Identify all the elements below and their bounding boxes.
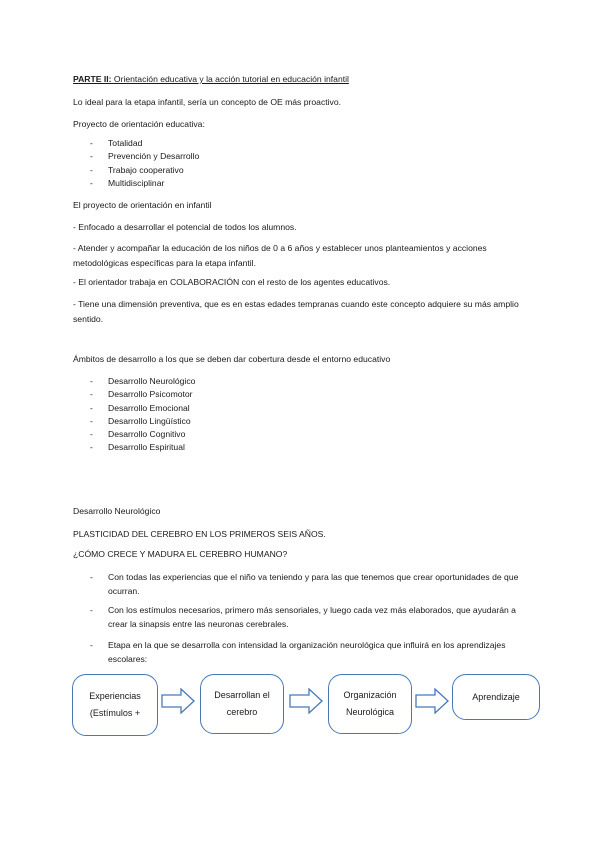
plasticidad-heading: PLASTICIDAD DEL CEREBRO EN LOS PRIMEROS SEIS AÑOS. xyxy=(73,529,326,539)
intro-text: Lo ideal para la etapa infantil, sería un concepto de OE más proactivo. xyxy=(73,97,342,107)
arrow-right-icon xyxy=(415,688,449,714)
list-item: - Totalidad xyxy=(90,137,199,150)
list-item: - Desarrollo Espiritual xyxy=(90,441,195,454)
project-label: Proyecto de orientación educativa: xyxy=(73,119,205,129)
infantil-point: - El orientador trabaja en COLABORACIÓN con el resto de los agentes educativos. xyxy=(73,277,391,287)
flow-box-aprendizaje: Aprendizaje xyxy=(452,674,540,720)
arrow-right-icon xyxy=(161,688,195,714)
list-item: - Desarrollo Cognitivo xyxy=(90,428,195,441)
neuro-point: - Con los estímulos necesarios, primero más sensoriales, y luego cada vez más elaborados, que ayudarán a crear la sinapsis entre las neuronas cerebrales. xyxy=(90,605,516,629)
question-heading: ¿CÓMO CRECE Y MADURA EL CEREBRO HUMANO? xyxy=(73,549,288,559)
infantil-point: - Enfocado a desarrollar el potencial de todos los alumnos. xyxy=(73,222,297,232)
flow-box-desarrollan: Desarrollan el cerebro xyxy=(200,674,284,734)
flow-box-experiencias: Experiencias (Estímulos + xyxy=(72,674,158,736)
infantil-point: - Tiene una dimensión preventiva, que es en estas edades tempranas cuando este concepto adquiere su más amplio sentido. xyxy=(73,299,519,324)
flow-box-organizacion: Organización Neurológica xyxy=(328,674,412,734)
neuro-heading: Desarrollo Neurológico xyxy=(73,506,161,516)
infantil-point: - Atender y acompañar la educación de los niños de 0 a 6 años y establecer unos planteamientos y acciones metodológicas específicas para la etapa infantil. xyxy=(73,243,487,268)
list-item: - Desarrollo Neurológico xyxy=(90,375,195,388)
neuro-point: - Con todas las experiencias que el niño va teniendo y para las que tenemos que crear oportunidades de que ocurran. xyxy=(90,572,519,596)
list-item: - Desarrollo Lingüístico xyxy=(90,415,195,428)
ambitos-list xyxy=(90,375,195,455)
ambitos-label: Ámbitos de desarrollo a los que se deben dar cobertura desde el entorno educativo xyxy=(73,354,391,364)
list-item: - Desarrollo Psicomotor xyxy=(90,388,195,401)
list-item: - Prevención y Desarrollo xyxy=(90,150,199,163)
neuro-point: - Etapa en la que se desarrolla con intensidad la organización neurológica que influirá en los aprendizajes escolares: xyxy=(90,640,506,664)
list-item: - Trabajo cooperativo xyxy=(90,164,199,177)
list-item: - Desarrollo Emocional xyxy=(90,402,195,415)
section-title: PARTE II: Orientación educativa y la acción tutorial en educación infantil xyxy=(73,74,349,84)
arrow-right-icon xyxy=(289,688,323,714)
list-item: - Multidisciplinar xyxy=(90,177,199,190)
project-list xyxy=(90,137,199,190)
infantil-label: El proyecto de orientación en infantil xyxy=(73,200,212,210)
